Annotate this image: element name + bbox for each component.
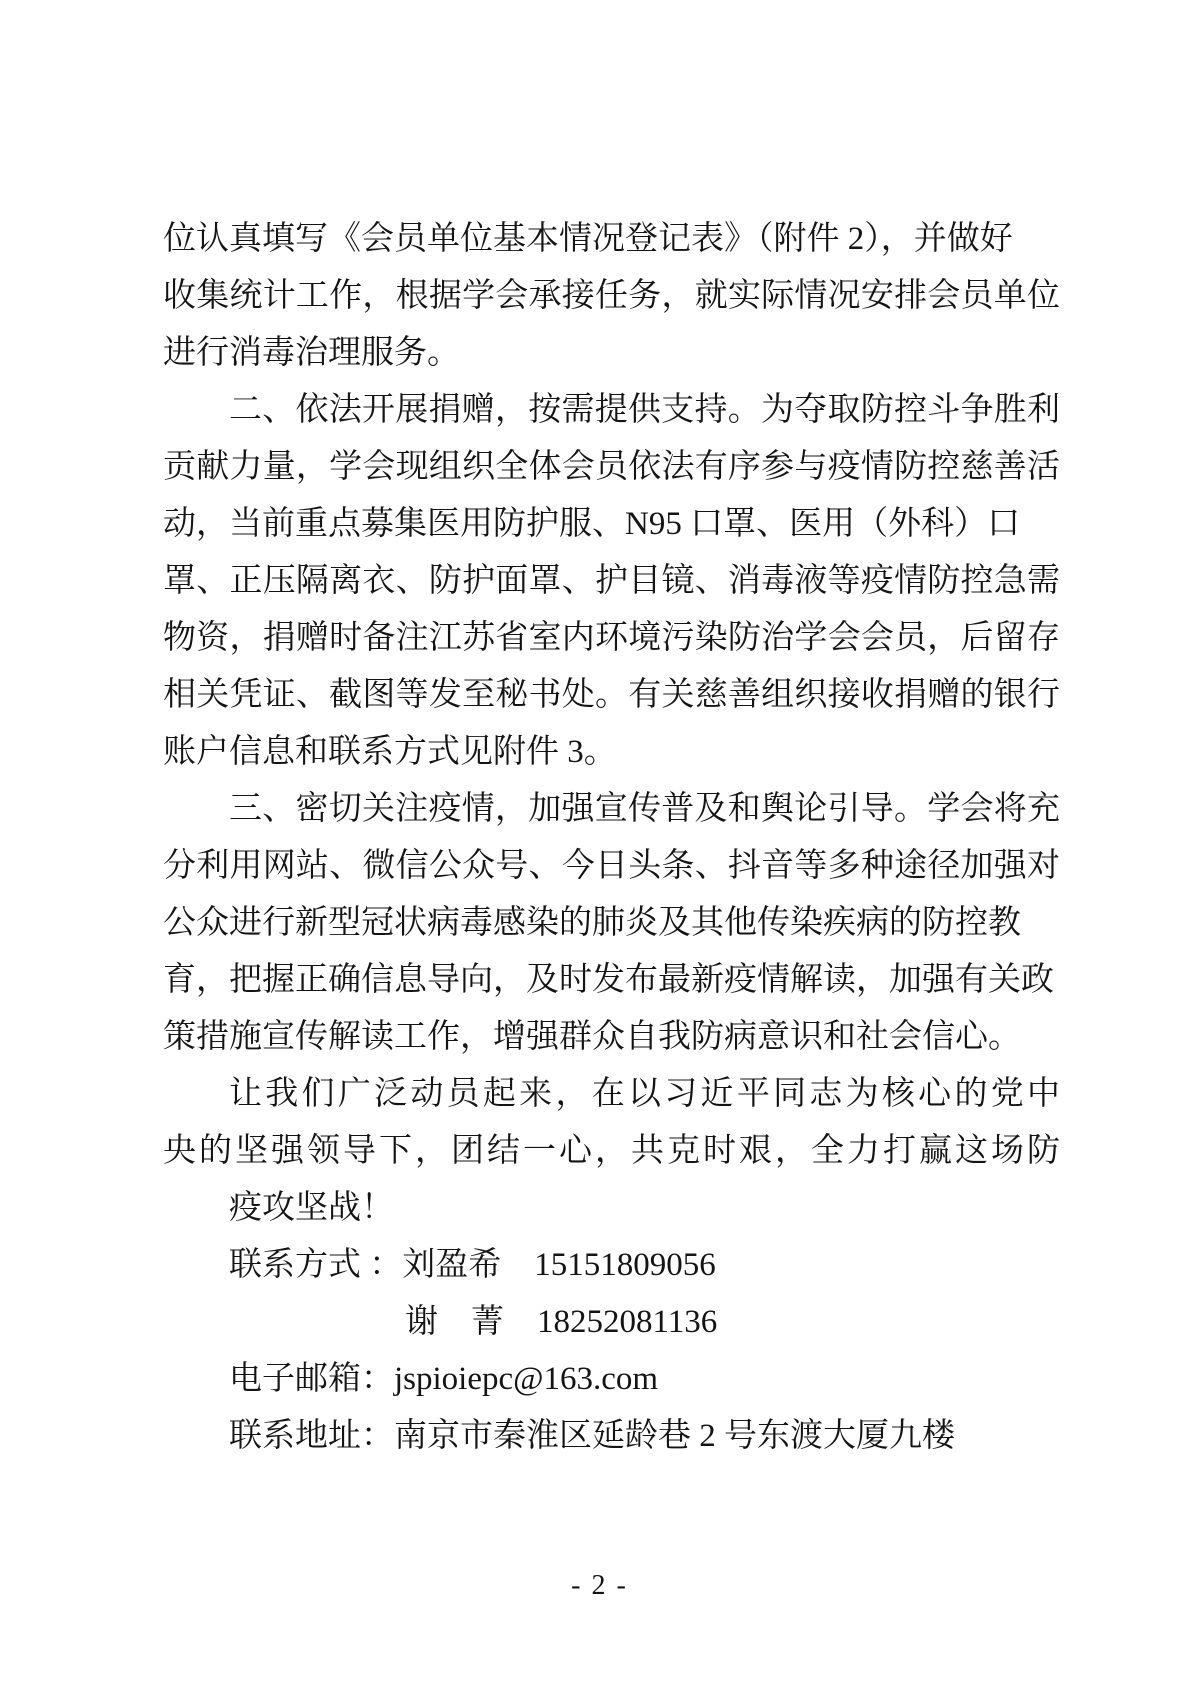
body-line: 育，把握正确信息导向，及时发布最新疫情解读，加强有关政 <box>163 962 1054 998</box>
paragraph-start-line: 三、密切关注疫情，加强宣传普及和舆论引导。学会将充 <box>229 791 1060 827</box>
body-line: 位认真填写《会员单位基本情况登记表》（附件 2），并做好 <box>163 221 1013 257</box>
body-line: 分利用网站、微信公众号、今日头条、抖音等多种途径加强对 <box>163 848 1060 884</box>
paragraph-start-line: 让我们广泛动员起来，在以习近平同志为核心的党中 <box>229 1076 1060 1112</box>
contact-phone-line: 谢 菁 18252081136 <box>405 1304 718 1340</box>
body-line: 公众进行新型冠状病毒感染的肺炎及其他传染疾病的防控教 <box>163 905 1021 941</box>
body-line: 收集统计工作，根据学会承接任务，就实际情况安排会员单位 <box>163 278 1060 314</box>
contact-phone-line: 联系方式 ：刘盈希 15151809056 <box>229 1247 716 1283</box>
page-number: - 2 - <box>571 1570 628 1601</box>
body-line: 策措施宣传解读工作，增强群众自我防病意识和社会信心。 <box>163 1019 1021 1055</box>
body-line: 进行消毒治理服务。 <box>163 335 460 371</box>
document-body <box>163 211 1060 1465</box>
paragraph-start-line: 二、依法开展捐赠，按需提供支持。为夺取防控斗争胜利 <box>229 392 1060 428</box>
body-line: 物资，捐赠时备注江苏省室内环境污染防治学会会员，后留存 <box>163 620 1060 656</box>
body-line: 央的坚强领导下，团结一心，共克时艰，全力打赢这场防 <box>163 1133 1060 1169</box>
contact-email-line: 电子邮箱：jspioiepc@163.com <box>229 1361 659 1397</box>
body-line: 相关凭证、截图等发至秘书处。有关慈善组织接收捐赠的银行 <box>163 677 1060 713</box>
body-line: 贡献力量，学会现组织全体会员依法有序参与疫情防控慈善活 <box>163 449 1060 485</box>
body-line: 动，当前重点募集医用防护服、N95 口罩、医用（外科）口 <box>163 506 1021 542</box>
body-line: 疫攻坚战！ <box>229 1190 394 1226</box>
contact-address-line: 联系地址：南京市秦淮区延龄巷 2 号东渡大厦九楼 <box>229 1418 955 1454</box>
body-line: 账户信息和联系方式见附件 3。 <box>163 734 617 770</box>
body-line: 罩、正压隔离衣、防护面罩、护目镜、消毒液等疫情防控急需 <box>163 563 1060 599</box>
